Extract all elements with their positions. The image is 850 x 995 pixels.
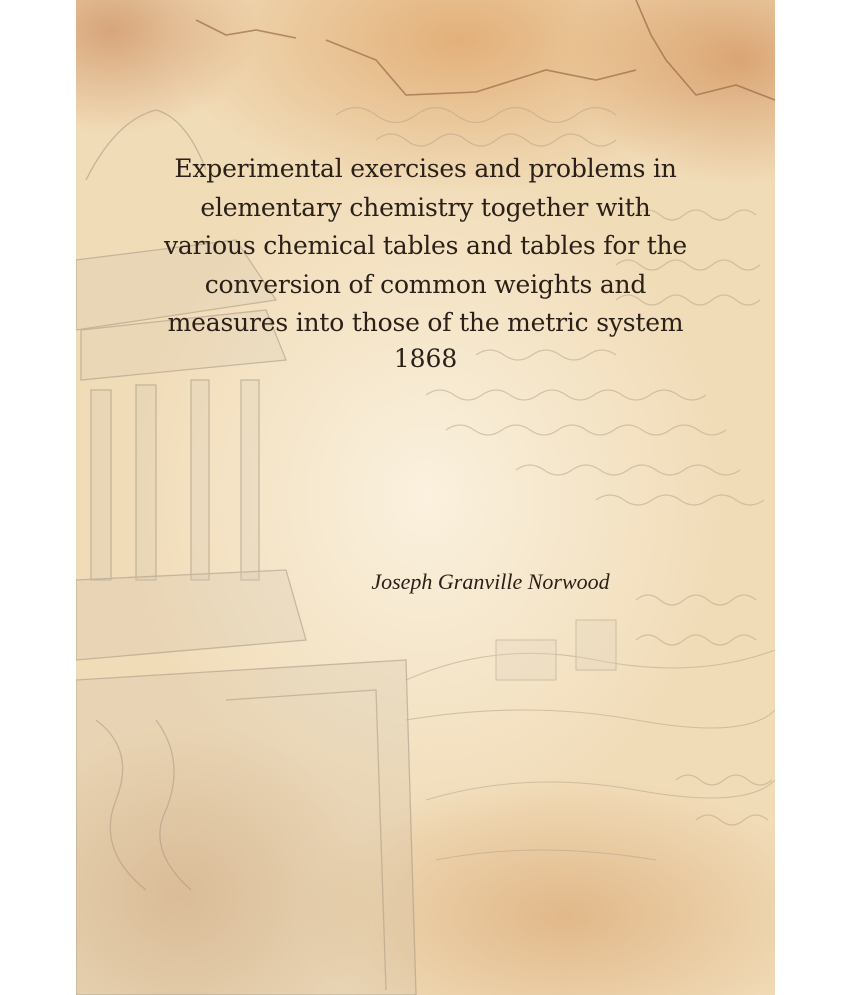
faint-landscape xyxy=(406,620,775,860)
title-line: various chemical tables and tables for the xyxy=(163,231,688,260)
paper-crack-lines xyxy=(196,0,775,100)
title-line: measures into those of the metric system xyxy=(167,308,684,337)
title-line: elementary chemistry together with xyxy=(200,192,651,222)
author-name: Joseph Granville Norwood xyxy=(371,569,610,594)
title-line: conversion of common weights and xyxy=(204,269,647,299)
title-line: Experimental exercises and problems in xyxy=(174,154,677,183)
publication-year: 1868 xyxy=(393,343,458,373)
book-title xyxy=(76,150,775,377)
book-cover xyxy=(76,0,775,995)
